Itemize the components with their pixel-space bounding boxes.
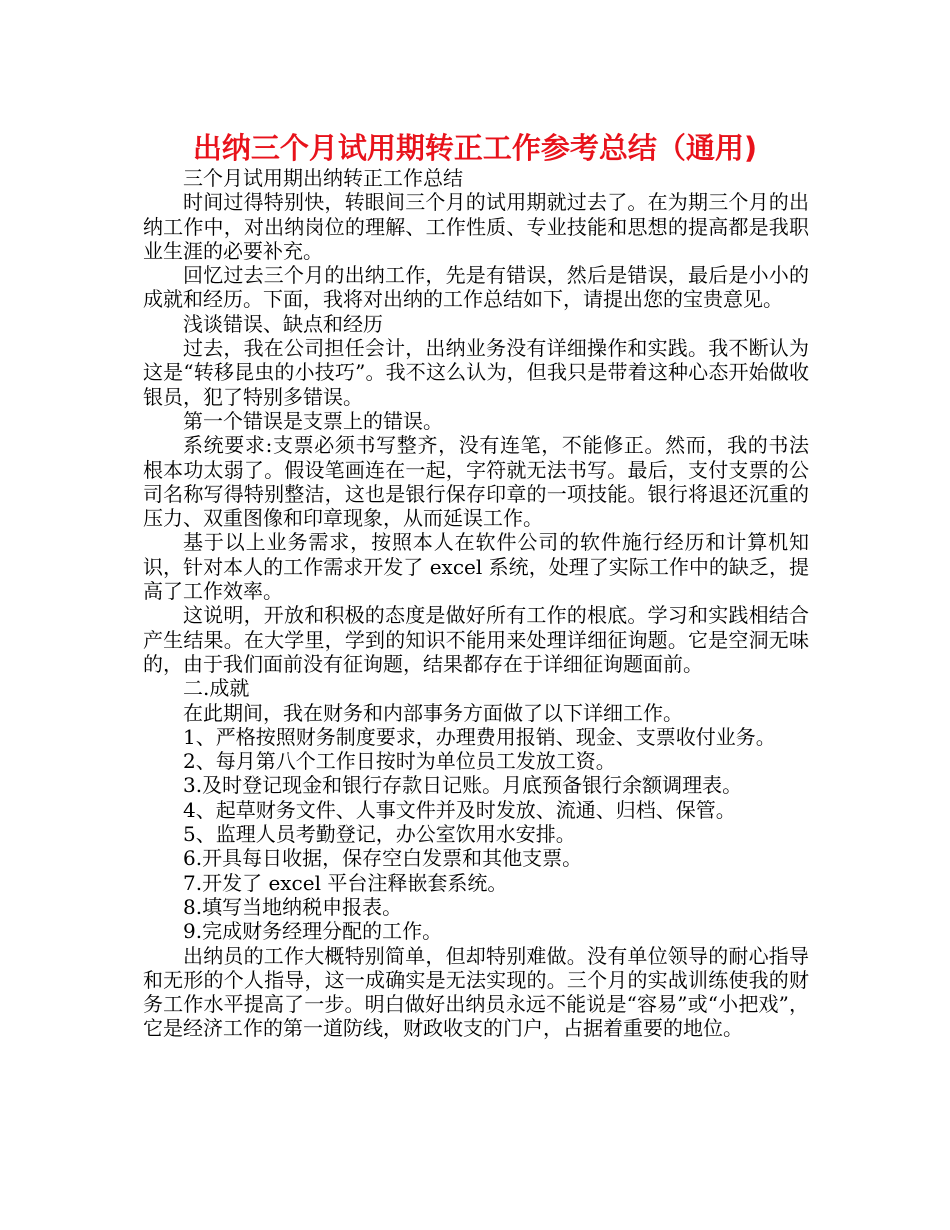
paragraph: 在此期间，我在财务和内部事务方面做了以下详细工作。: [183, 700, 683, 725]
list-item: 8.填写当地纳税申报表。: [183, 894, 403, 919]
list-item: 2、每月第八个工作日按时为单位员工发放工资。: [183, 749, 616, 774]
list-item: 1、严格按照财务制度要求，办理费用报销、现金、支票收付业务。: [183, 724, 776, 749]
paragraph: 这说明，开放和积极的态度是做好所有工作的根底。学习和实践相结合产生结果。在大学里，学到的知识不能用来处理详细征询题。它是空洞无味的，由于我们面前没有征询题，结果都存在于详细征询题面前。: [143, 603, 809, 676]
section-heading: 浅谈错误、缺点和经历: [183, 311, 383, 336]
list-item: 4、起草财务文件、人事文件并及时发放、流通、归档、保管。: [183, 797, 736, 822]
paragraph: 基于以上业务需求，按照本人在软件公司的软件施行经历和计算机知识，针对本人的工作需求开发了 excel 系统，处理了实际工作中的缺乏，提高了工作效率。: [143, 530, 809, 604]
paragraph: 系统要求:支票必须书写整齐，没有连笔，不能修正。然而，我的书法根本功太弱了。假设笔画连在一起，字符就无法书写。最后，支付支票的公司名称写得特别整洁，这也是银行保存印章的一项技能。银行将退还沉重的压力、双重图像和印章现象，从而延误工作。: [143, 433, 809, 531]
section-heading: 二.成就: [183, 676, 250, 701]
list-item: 7.开发了 excel 平台注释嵌套系统。: [183, 870, 508, 895]
list-item: 6.开具每日收据，保存空白发票和其他支票。: [183, 846, 583, 871]
document-title: 出纳三个月试用期转正工作参考总结（通用): [192, 131, 758, 165]
paragraph: 回忆过去三个月的出纳工作，先是有错误，然后是错误，最后是小小的成就和经历。下面，我将对出纳的工作总结如下，请提出您的宝贵意见。: [143, 263, 809, 312]
paragraph: 第一个错误是支票上的错误。: [183, 408, 443, 433]
list-item: 5、监理人员考勤登记，办公室饮用水安排。: [183, 822, 576, 847]
list-item: 3.及时登记现金和银行存款日记账。月底预备银行余额调理表。: [183, 773, 743, 798]
list-item: 9.完成财务经理分配的工作。: [183, 919, 443, 944]
paragraph: 过去，我在公司担任会计，出纳业务没有详细操作和实践。我不断认为这是“转移昆虫的小技巧”。我不这么认为，但我只是带着这种心态开始做收银员，犯了特别多错误。: [143, 336, 809, 409]
paragraph-subtitle: 三个月试用期出纳转正工作总结: [183, 166, 463, 190]
paragraph: 出纳员的工作大概特别简单，但却特别难做。没有单位领导的耐心指导和无形的个人指导，这一成确实是无法实现的。三个月的实战训练使我的财务工作水平提高了一步。明白做好出纳员永远不能说是“容易”或“小把戏”，它是经济工作的第一道防线，财政收支的门户，占据着重要的地位。: [143, 943, 809, 1041]
paragraph: 时间过得特别快，转眼间三个月的试用期就过去了。在为期三个月的出纳工作中，对出纳岗位的理解、工作性质、专业技能和思想的提高都是我职业生涯的必要补充。: [143, 190, 809, 263]
document-body: [143, 166, 809, 1041]
